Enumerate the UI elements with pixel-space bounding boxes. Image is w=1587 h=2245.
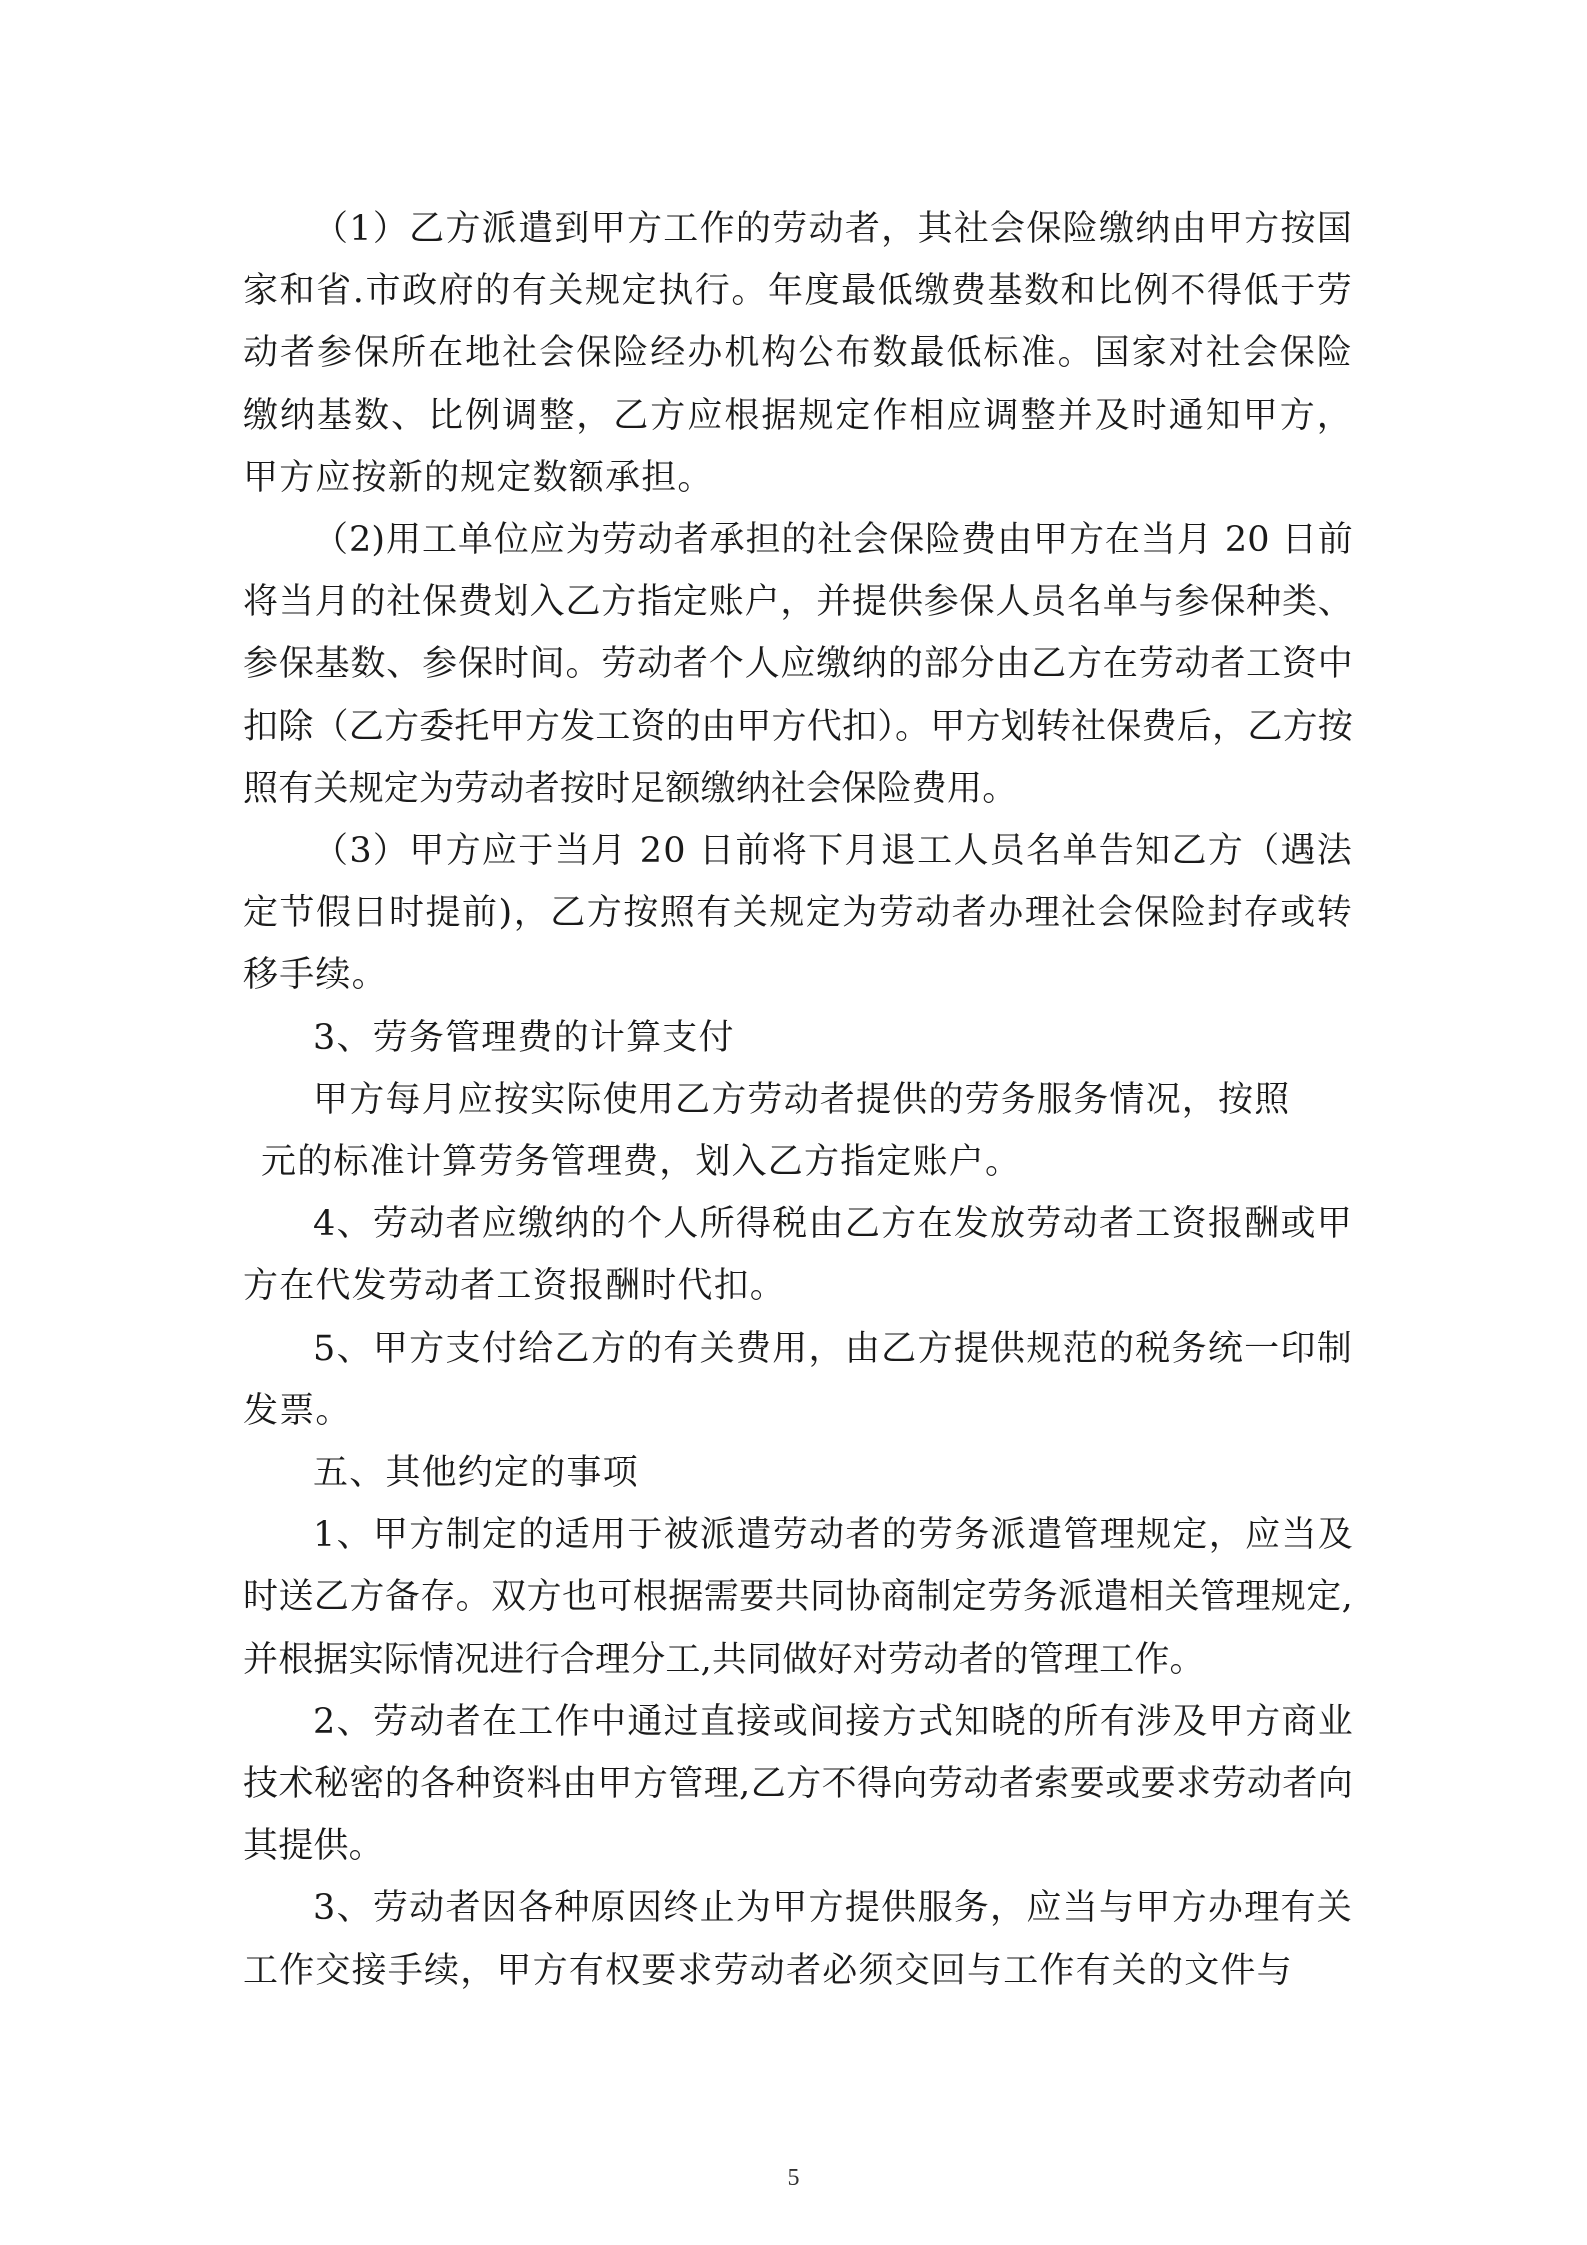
- paragraph-social-insurance-1: （1）乙方派遣到甲方工作的劳动者，其社会保险缴纳由甲方按国家和省.市政府的有关规定执行。年度最低缴费基数和比例不得低于劳动者参保所在地社会保险经办机构公布数最低标准。国家对社会保险缴纳基数、比例调整，乙方应根据规定作相应调整并及时通知甲方，甲方应按新的规定数额承担。: [243, 209, 1353, 498]
- paragraph-social-insurance-2: （2)用工单位应为劳动者承担的社会保险费由甲方在当月 20 日前将当月的社保费划入乙方指定账户，并提供参保人员名单与参保种类、参保基数、参保时间。劳动者个人应缴纳的部分由乙方在劳动者工资中扣除（乙方委托甲方发工资的由甲方代扣）。甲方划转社保费后，乙方按照有关规定为劳动者按时足额缴纳社会保险费用。: [243, 520, 1353, 809]
- paragraph-management-rules: 1、甲方制定的适用于被派遣劳动者的劳务派遣管理规定，应当及时送乙方备存。双方也可根据需要共同协商制定劳务派遣相关管理规定,并根据实际情况进行合理分工,共同做好对劳动者的管理工作。: [243, 1515, 1353, 1680]
- paragraph-termination-handover: 3、劳动者因各种原因终止为甲方提供服务，应当与甲方办理有关工作交接手续，甲方有权要求劳动者必须交回与工作有关的文件与: [243, 1888, 1353, 1991]
- section-heading-management-fee: 3、劳务管理费的计算支付: [313, 1017, 735, 1058]
- paragraph-trade-secrets: 2、劳动者在工作中通过直接或间接方式知晓的所有涉及甲方商业技术秘密的各种资料由甲方管理,乙方不得向劳动者索要或要求劳动者向其提供。: [243, 1701, 1353, 1867]
- paragraph-income-tax: 4、劳动者应缴纳的个人所得税由乙方在发放劳动者工资报酬或甲方在代发劳动者工资报酬时代扣。: [243, 1204, 1353, 1307]
- document-body: [243, 198, 1353, 2002]
- paragraph-management-fee-line-2: 元的标准计算劳务管理费，划入乙方指定账户。: [261, 1142, 1022, 1183]
- paragraph-invoice: 5、甲方支付给乙方的有关费用，由乙方提供规范的税务统一印制发票。: [243, 1328, 1353, 1431]
- paragraph-social-insurance-3: （3）甲方应于当月 20 日前将下月退工人员名单告知乙方（遇法定节假日时提前)，乙方按照有关规定为劳动者办理社会保险封存或转移手续。: [243, 831, 1353, 996]
- page-number: 5: [787, 2165, 800, 2191]
- section-heading-other-matters: 五、其他约定的事项: [313, 1453, 639, 1494]
- paragraph-management-fee-line-1: 甲方每月应按实际使用乙方劳动者提供的劳务服务情况，按照: [313, 1079, 1291, 1120]
